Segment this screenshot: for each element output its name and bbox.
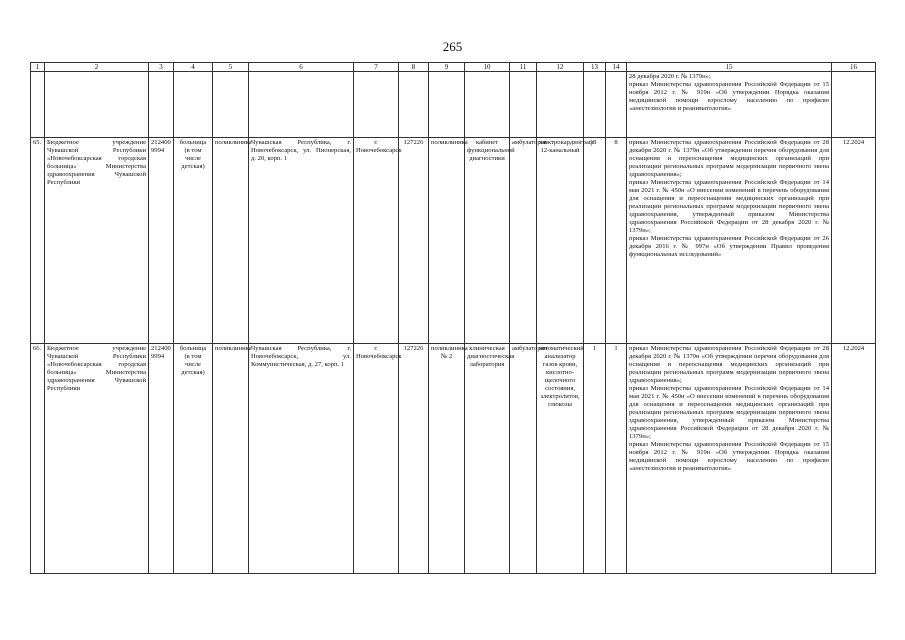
table-row xyxy=(31,344,876,574)
address-cell: Чувашская Республика, г. Новочебоксарск, ул. Пионерская, д. 20, корп. 1 xyxy=(249,138,354,344)
col-header: 5 xyxy=(213,63,249,72)
locality-cell: г. Новочебоксарск xyxy=(354,138,399,344)
column-number-row xyxy=(31,63,876,72)
col-header: 8 xyxy=(399,63,429,72)
col-header: 6 xyxy=(249,63,354,72)
col-header: 16 xyxy=(832,63,876,72)
inn-cell: 2124009994 xyxy=(149,344,174,574)
continuation-row xyxy=(31,72,876,138)
legal-basis-cell: приказ Министерства здравоохранения Российской Федерации от 28 декабря 2020 г. № 1379н «Об утверждении перечня оборудования для оснащения и переоснащения медицинских организаций при реализации региональных программ модернизации первичного звена здравоохранения»; приказ Министерства здравоохранения Российской Федерации от 14 мая 2021 г. № 450н «О внесении изменений в перечень оборудования для оснащения и переоснащения медицинских организаций при реализации региональных программ модернизации первичного звена здравоохранения, утвержденный приказом Министерства здравоохранения Российской Федерации от 28 декабря 2020 г. № 1379н»; приказ Министерства здравоохранения Российской Федерации от 15 ноября 2012 г. № 919н «Об утверждении Порядка оказания медицинской помощи взрослому населению по профилю «анестезиология и реаниматология» xyxy=(627,344,832,574)
legal-basis-cell: приказ Министерства здравоохранения Российской Федерации от 28 декабря 2020 г. № 1379н «Об утверждении перечня оборудования для оснащения и переоснащения медицинских организаций при реализации региональных программ модернизации первичного звена здравоохранения»; приказ Министерства здравоохранения Российской Федерации от 14 мая 2021 г. № 450н «О внесении изменений в перечень оборудования для оснащения и переоснащения медицинских организаций при реализации региональных программ модернизации первичного звена здравоохранения, утвержденный приказом Министерства здравоохранения Российской Федерации от 28 декабря 2020 г. № 1379н»; приказ Министерства здравоохранения Российской Федерации от 26 декабря 2016 г. № 997н «Об утверждении Правил проведения функциональных исследований» xyxy=(627,138,832,344)
subdivision-cell: поликлиника xyxy=(429,138,465,344)
page-number: 265 xyxy=(442,39,463,54)
legal-basis-cell: 28 декабря 2020 г. № 1379н»; приказ Министерства здравоохранения Российской Федерации от 15 ноября 2012 г. № 919н «Об утверждении Порядка оказания медицинской помощи взрослому населению по профилю «анестезиология и реаниматология» xyxy=(627,72,832,138)
row-number: 66. xyxy=(31,344,45,574)
address-cell: Чувашская Республика, г. Новочебоксарск, ул. Коммунистическая, д. 27, корп. 1 xyxy=(249,344,354,574)
quantity-cell: 1 xyxy=(584,344,606,574)
inn-cell: 2124009994 xyxy=(149,138,174,344)
unit-cell: кабинет функциональной диагностики xyxy=(465,138,510,344)
row-number: 65. xyxy=(31,138,45,344)
col-header: 7 xyxy=(354,63,399,72)
unit-cell: клиническая диагностическая лаборатория xyxy=(465,344,510,574)
locality-cell: г. Новочебоксарск xyxy=(354,344,399,574)
col-header: 4 xyxy=(174,63,213,72)
col-header: 12 xyxy=(537,63,584,72)
care-form-cell: амбулаторно xyxy=(510,344,537,574)
oktmo-cell: 127226 xyxy=(399,138,429,344)
quantity-cell: 1 xyxy=(606,344,627,574)
org-type-cell: больница (в том числе детская) xyxy=(174,138,213,344)
col-header: 2 xyxy=(45,63,149,72)
care-form-cell: амбулаторно xyxy=(510,138,537,344)
col-header: 9 xyxy=(429,63,465,72)
division-type-cell: поликлиника xyxy=(213,138,249,344)
subdivision-cell: поликлиника № 2 xyxy=(429,344,465,574)
organization-cell: Бюджетное учреждение Чувашской Республики «Новочебоксарская городская больница» Министерства здравоохранения Чувашской Республики xyxy=(45,344,149,574)
quantity-cell: 8 xyxy=(584,138,606,344)
col-header: 1 xyxy=(31,63,45,72)
table-row xyxy=(31,138,876,344)
quantity-cell: 8 xyxy=(606,138,627,344)
col-header: 15 xyxy=(627,63,832,72)
division-type-cell: поликлиника xyxy=(213,344,249,574)
equipment-cell: электрокардиограф 12-канальный xyxy=(537,138,584,344)
org-type-cell: больница (в том числе детская) xyxy=(174,344,213,574)
col-header: 11 xyxy=(510,63,537,72)
deadline-cell: 12.2024 xyxy=(832,344,876,574)
organization-cell: Бюджетное учреждение Чувашской Республики «Новочебоксарская городская больница» Министерства здравоохранения Чувашской Республики xyxy=(45,138,149,344)
col-header: 13 xyxy=(584,63,606,72)
equipment-cell: автоматический анализатор газов крови, кислотно-щелочного состояния, электролитов, глюкозы xyxy=(537,344,584,574)
col-header: 10 xyxy=(465,63,510,72)
deadline-cell: 12.2024 xyxy=(832,138,876,344)
oktmo-cell: 127226 xyxy=(399,344,429,574)
col-header: 3 xyxy=(149,63,174,72)
col-header: 14 xyxy=(606,63,627,72)
equipment-table xyxy=(30,62,876,574)
